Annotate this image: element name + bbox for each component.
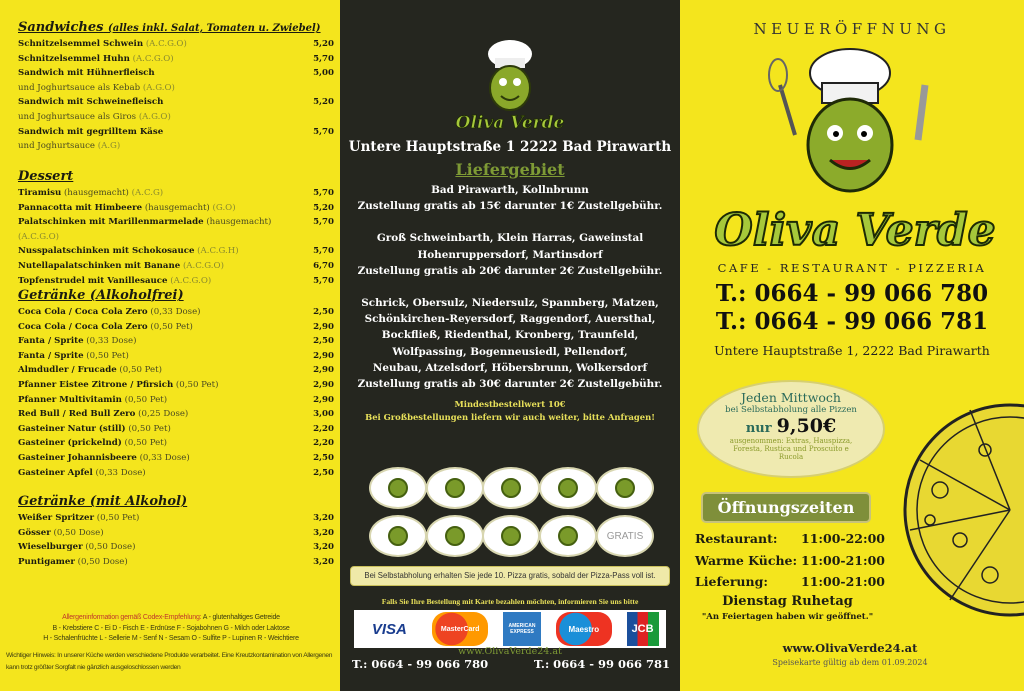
zone-line: Wolfpassing, Bogenneusiedl, Pellendorf, [392, 345, 628, 358]
zone-line: Groß Schweinbarth, Klein Harras, Gaweinstal [376, 232, 644, 245]
item-extra: (0,50 Pet) [86, 350, 129, 361]
item-extra: (hausgemacht) [206, 217, 272, 228]
mastercard-icon: MasterCard [432, 612, 488, 646]
item-price: 3,20 [313, 556, 334, 567]
item-text [18, 125, 163, 140]
item-extra: (hausgemacht) [144, 202, 210, 213]
item-text [18, 540, 135, 555]
item-text [18, 393, 167, 408]
allergen-info: Allergeninformation gemäß Codex-Empfehlung: A - glutenhaltiges Getreide B - Krebstiere C - Ei D - Fisch E - Erdnüse F - Sojabohnen G - Milch oder Laktose H - Schalenfrüchte L - Sellerie M - Senf N - Sesam O - Sulfite P - Lupinen R - Weichtiere [43, 614, 299, 642]
item-price: 3,20 [313, 542, 334, 553]
item-name: Puntigamer [18, 556, 75, 567]
large-orders: Bei Großbestellungen liefern wir auch weiter, bitte Anfragen! [365, 411, 655, 422]
item-text [18, 320, 193, 335]
delivery-zones [340, 182, 680, 392]
section-title: Getränke (mit Alkohol) [18, 494, 188, 509]
menu-item [18, 186, 336, 201]
item-price: 2,90 [313, 321, 334, 332]
item-price: 5,70 [313, 217, 334, 228]
menu-item [18, 215, 336, 244]
card-note: Falls Sie Ihre Bestellung mit Karte bezahlen möchten, informieren Sie uns bitte [381, 597, 639, 606]
item-name: Topfenstrudel mit Vanillesauce [18, 275, 168, 286]
item-allergens: (A.C.G.O) [132, 53, 174, 64]
item-name: Sandwich mit gegrilltem Käse [18, 126, 164, 137]
item-text [18, 305, 201, 320]
payment-cards [354, 610, 666, 648]
item-text [18, 555, 128, 570]
item-text [18, 378, 218, 393]
item-text [18, 349, 129, 364]
item-extra: (0,33 Dose) [150, 307, 201, 317]
menu-item [18, 526, 336, 541]
visa-icon: VISA [361, 612, 417, 646]
item-price: 6,70 [313, 260, 334, 271]
item-name: Gasteiner Natur (still) [18, 423, 126, 434]
item-price: 5,70 [313, 53, 334, 64]
pizza-pass-stamp [596, 467, 654, 509]
item-price: 5,70 [313, 275, 334, 286]
item-name: Coca Cola / Coca Cola Zero [18, 321, 148, 332]
item-sub-text [18, 110, 171, 125]
item-name: Weißer Spritzer [18, 513, 95, 523]
item-name: Coca Cola / Coca Cola Zero [18, 307, 148, 317]
item-extra: (0,50 Pet) [96, 513, 140, 523]
menu-item [18, 52, 336, 67]
item-allergens: (A.G) [97, 141, 121, 152]
item-text [18, 186, 163, 201]
item-price: 3,20 [313, 527, 334, 538]
item-name: Almdudler / Frucade [18, 365, 117, 376]
item-name: Gösser [18, 527, 51, 538]
zone-line: Hohenruppersdorf, Martinsdorf [417, 248, 603, 261]
item-text [18, 422, 171, 437]
holiday-note: "An Feiertagen haben wir geöffnet." [701, 612, 874, 622]
amex-icon: AMERICAN EXPRESS [503, 612, 541, 646]
item-price: 2,50 [313, 467, 334, 478]
olive-stamp-icon [501, 526, 521, 546]
closed-day: Dienstag Ruhetag [722, 594, 853, 609]
section-dessert [18, 165, 336, 288]
section-sandwiches [18, 16, 336, 154]
menu-item [18, 378, 336, 393]
hours-time: 11:00-21:00 [801, 574, 885, 589]
olive-stamp-icon [388, 526, 408, 546]
item-price: 5,20 [313, 202, 334, 213]
item-name: Red Bull / Red Bull Zero [18, 409, 136, 420]
item-sub: und Joghurtsauce [18, 141, 96, 152]
item-price: 3,00 [313, 409, 334, 420]
pizza-pass-free: GRATIS [596, 515, 654, 557]
item-price: 2,20 [313, 438, 334, 449]
menu-item [18, 305, 336, 320]
item-name: Gasteiner Apfel [18, 467, 93, 478]
logo-text: Oliva Verde [714, 205, 996, 256]
maestro-icon: Maestro [556, 612, 612, 646]
zone-line: Zustellung gratis ab 30€ darunter 2€ Zustellgebühr. [357, 378, 663, 391]
item-extra: (0,50 Dose) [85, 542, 136, 553]
zone-line: Zustellung gratis ab 20€ darunter 2€ Zustellgebühr. [357, 264, 663, 277]
item-name: Gasteiner (prickelnd) [18, 438, 122, 449]
item-text [18, 215, 313, 244]
delivery-zone [340, 295, 680, 392]
item-name: Nusspalatschinken mit Schokosauce [18, 246, 195, 257]
item-name: Gasteiner Johannisbeere [18, 452, 137, 463]
menu-item [18, 244, 336, 259]
website-link[interactable]: www.OlivaVerde24.at [782, 641, 918, 655]
section-title: Getränke (Alkoholfrei) [18, 288, 184, 303]
olive-stamp-icon [388, 478, 408, 498]
item-extra: (0,50 Pet) [175, 379, 219, 390]
section-title: Dessert [18, 169, 74, 184]
delivery-zone [340, 230, 680, 279]
mascot-logo [455, 36, 565, 136]
allergen-hint: Wichtiger Hinweis: In unserer Küche werden verschiedene Produkte verarbeitet. Eine Kreutzkontamination von Allergenen kann trotz größter Sorgfalt nie gänzlich ausgeloschlossen werden [6, 652, 333, 671]
item-extra: (0,50 Pet) [128, 423, 171, 434]
item-text [18, 37, 187, 52]
address: Untere Hauptstraße 1, 2222 Bad Pirawarth [714, 343, 990, 358]
menu-item [18, 320, 336, 335]
item-sub: und Joghurtsauce als Giros [18, 111, 137, 122]
item-price: 5,70 [313, 126, 334, 137]
item-name: Sandwich mit Schweinefleisch [18, 97, 164, 108]
item-sub-text [18, 81, 175, 96]
pizza-pass-stamp [539, 467, 597, 509]
phone-1[interactable]: T.: 0664 - 99 066 780 [352, 657, 489, 671]
item-extra: (0,50 Pet) [124, 438, 168, 449]
menu-panel [0, 0, 340, 691]
item-extra: (0,50 Pet) [124, 394, 168, 405]
hours-row [695, 571, 895, 593]
zone-line: Schrick, Obersulz, Niedersulz, Spannberg, Matzen, [361, 297, 659, 310]
hours-row [695, 528, 895, 550]
item-price: 2,90 [313, 379, 334, 390]
olive-stamp-icon [615, 478, 635, 498]
jcb-icon: JCB [627, 612, 659, 646]
mascot-logo [714, 45, 996, 260]
item-extra: (0,33 Dose) [86, 336, 137, 347]
item-allergens: (A.C.G.O) [182, 260, 224, 271]
item-subline [18, 139, 336, 154]
logo-text: Oliva Verde [455, 113, 565, 133]
item-price: 2,90 [313, 365, 334, 376]
menu-item [18, 363, 336, 378]
menu-item [18, 407, 336, 422]
hours-label: Warme Küche: [695, 552, 798, 568]
menu-item [18, 451, 336, 466]
item-text [18, 436, 167, 451]
item-extra: (0,25 Dose) [138, 409, 189, 420]
delivery-title: Liefergebiet [455, 160, 565, 179]
item-text [18, 363, 162, 378]
menu-item [18, 436, 336, 451]
item-price: 2,50 [313, 452, 334, 463]
pizza-pass-stamp [539, 515, 597, 557]
item-price: 2,90 [313, 350, 334, 361]
address: Untere Hauptstraße 1 2222 Bad Pirawarth [348, 139, 672, 155]
menu-item [18, 555, 336, 570]
menu-item [18, 66, 336, 81]
hours-label: Restaurant: [695, 531, 778, 546]
section-alcohol [18, 490, 336, 569]
item-price: 5,70 [313, 246, 334, 257]
item-text [18, 451, 190, 466]
menu-item [18, 349, 336, 364]
item-text [18, 407, 188, 422]
pizza-pass-stamp [482, 515, 540, 557]
menu-item [18, 422, 336, 437]
zone-line: Zustellung gratis ab 15€ darunter 1€ Zustellgebühr. [357, 200, 663, 213]
item-extra: (0,50 Pet) [119, 365, 162, 376]
item-name: Pannacotta mit Himbeere [18, 202, 143, 213]
pizza-pass-stamp [426, 467, 484, 509]
item-price: 5,70 [313, 188, 334, 198]
item-text [18, 511, 139, 526]
menu-item [18, 201, 336, 216]
phone-2[interactable]: T.: 0664 - 99 066 781 [715, 308, 989, 335]
olive-stamp-icon [558, 478, 578, 498]
item-allergens: (A.C.G.O) [145, 39, 187, 49]
menu-item [18, 540, 336, 555]
min-order: Mindestbestellwert 10€ [454, 399, 566, 409]
zone-line: Neubau, Atzelsdorf, Höbersbrunn, Wolkersdorf [372, 361, 648, 374]
section-softdrinks [18, 284, 336, 480]
item-text [18, 201, 236, 216]
zone-line: Bockfließ, Riedenthal, Kronberg, Traunfeld, [381, 329, 639, 342]
menu-item [18, 259, 336, 274]
menu-item [18, 511, 336, 526]
pizza-pass-stamp [482, 467, 540, 509]
item-text [18, 259, 224, 274]
item-allergens: (A.C.G) [131, 188, 164, 198]
item-name: Schnitzelsemmel Huhn [18, 53, 130, 64]
item-subline [18, 81, 336, 96]
item-name: Wieselburger [18, 542, 83, 553]
tagline: CAFE - RESTAURANT - PIZZERIA [717, 261, 987, 275]
pizza-pass-stamp [426, 515, 484, 557]
item-text [18, 334, 136, 349]
item-name: Sandwich mit Hühnerfleisch [18, 68, 155, 79]
opening-title: NEUERÖFFNUNG [753, 20, 951, 38]
delivery-zone [340, 182, 680, 214]
opening-hours [695, 528, 895, 593]
item-allergens: (A.C.G.O) [170, 275, 212, 286]
hours-title: Öffnungszeiten [701, 492, 871, 523]
menu-item [18, 393, 336, 408]
hours-label: Lieferung: [695, 574, 768, 589]
item-name: Palatschinken mit Marillenmarmelade [18, 217, 204, 228]
item-price: 5,00 [313, 68, 334, 79]
website-link[interactable]: www.OlivaVerde24.at [458, 646, 562, 657]
pizza-pass-stamp [369, 515, 427, 557]
item-text [18, 95, 163, 110]
pizza-pass-note: Bei Selbstabholung erhalten Sie jede 10. Pizza gratis, sobald der Pizza-Pass voll ist. [350, 566, 670, 586]
promo-badge: Jeden Mittwoch bei Selbstabholung alle Pizzen nur 9,50€ ausgenommen: Extras, Hauspizza, Foresta, Rustica und Proscuito e Rucola [697, 380, 885, 478]
item-name: Tiramisu [18, 188, 62, 198]
item-extra: (0,33 Dose) [139, 452, 190, 463]
item-name: Nutellapalatschinken mit Banane [18, 260, 181, 271]
item-allergens: (A.C.G.H) [197, 246, 239, 257]
olive-stamp-icon [445, 478, 465, 498]
item-name: Pfanner Multivitamin [18, 394, 122, 405]
item-text [18, 466, 146, 481]
zone-line: Schönkirchen-Reyersdorf, Raggendorf, Auersthal, [364, 313, 656, 326]
item-price: 2,50 [313, 336, 334, 347]
olive-stamp-icon [558, 526, 578, 546]
olive-stamp-icon [445, 526, 465, 546]
item-allergens: (A.G.O) [142, 82, 175, 93]
item-name: Pfanner Eistee Zitrone / Pfirsich [18, 379, 174, 390]
hours-row [695, 550, 895, 572]
section-note: (alles inkl. Salat, Tomaten u. Zwiebel) [107, 23, 321, 34]
info-panel [680, 0, 1024, 691]
item-sub: und Joghurtsauce als Kebab [18, 82, 141, 93]
valid-date: Speisekarte gültig ab dem 01.09.2024 [772, 658, 928, 667]
item-extra: (0,33 Dose) [95, 467, 146, 478]
zone-line: Bad Pirawarth, Kollnbrunn [431, 184, 589, 196]
item-extra: (hausgemacht) [63, 188, 129, 198]
item-text [18, 526, 104, 541]
menu-item [18, 125, 336, 140]
item-price: 5,20 [313, 97, 334, 108]
item-price: 2,50 [313, 307, 334, 317]
item-extra: (0,50 Dose) [53, 527, 104, 538]
pizza-pass-stamp [369, 467, 427, 509]
item-name: Schnitzelsemmel Schwein [18, 39, 144, 49]
item-price: 2,90 [313, 394, 334, 405]
phone-2[interactable]: T.: 0664 - 99 066 781 [533, 657, 670, 671]
menu-item [18, 37, 336, 52]
olive-stamp-icon [501, 478, 521, 498]
item-allergens: (G.O) [212, 202, 236, 213]
item-price: 2,20 [313, 423, 334, 434]
hours-time: 11:00-21:00 [801, 552, 885, 568]
menu-item [18, 95, 336, 110]
item-text [18, 244, 239, 259]
item-allergens: (A.C.G.O) [18, 231, 59, 242]
item-name: Fanta / Sprite [18, 350, 84, 361]
item-sub-text [18, 139, 120, 154]
menu-item [18, 334, 336, 349]
hours-time: 11:00-22:00 [801, 531, 885, 546]
item-extra: (0,50 Dose) [77, 556, 128, 567]
item-allergens: (A.G.O) [138, 111, 171, 122]
menu-item [18, 466, 336, 481]
delivery-panel [340, 0, 680, 691]
item-subline [18, 110, 336, 125]
item-name: Fanta / Sprite [18, 336, 84, 347]
phone-1[interactable]: T.: 0664 - 99 066 780 [715, 280, 989, 307]
item-price: 5,20 [313, 39, 334, 49]
item-text [18, 52, 174, 67]
item-text [18, 66, 155, 81]
pizza-illustration [890, 400, 1024, 620]
section-title: Sandwiches [18, 20, 104, 35]
item-price: 3,20 [313, 513, 334, 523]
item-extra: (0,50 Pet) [150, 321, 193, 332]
